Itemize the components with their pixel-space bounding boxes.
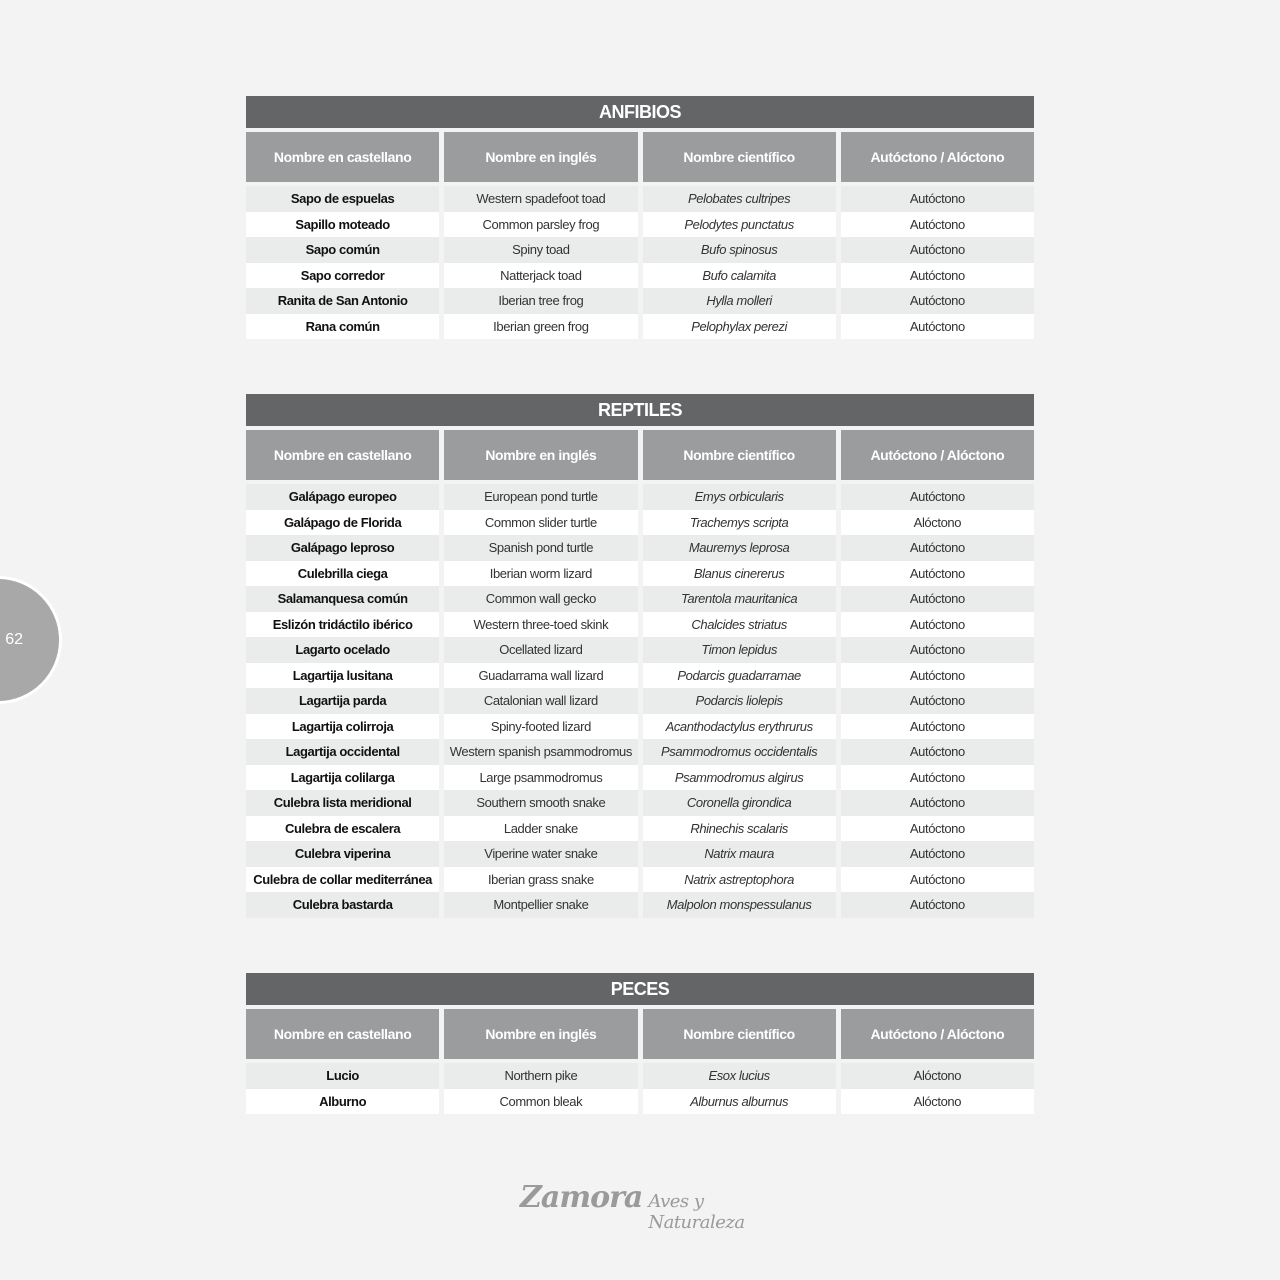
cell-english-name: Spanish pond turtle <box>444 535 637 561</box>
cell-scientific-name: Malpolon monspessulanus <box>643 892 836 918</box>
cell-native-status: Autóctono <box>841 612 1034 638</box>
table-row <box>246 714 1034 740</box>
column-header-spanish-name: Nombre en castellano <box>246 426 439 484</box>
table-row <box>246 288 1034 314</box>
cell-native-status: Autóctono <box>841 714 1034 740</box>
section-reptiles <box>246 394 1034 918</box>
column-header-spanish-name: Nombre en castellano <box>246 1005 439 1063</box>
table-row <box>246 484 1034 510</box>
cell-english-name: Common slider turtle <box>444 510 637 536</box>
section-anfibios <box>246 96 1034 339</box>
cell-spanish-name: Lagartija parda <box>246 688 439 714</box>
cell-spanish-name: Eslizón tridáctilo ibérico <box>246 612 439 638</box>
cell-scientific-name: Alburnus alburnus <box>643 1089 836 1115</box>
cell-spanish-name: Sapo corredor <box>246 263 439 289</box>
cell-spanish-name: Ranita de San Antonio <box>246 288 439 314</box>
logo-sub-text: Aves y Naturaleza <box>648 1191 745 1233</box>
cell-native-status: Autóctono <box>841 484 1034 510</box>
cell-english-name: Montpellier snake <box>444 892 637 918</box>
logo-main-text: Zamora <box>520 1180 643 1215</box>
cell-english-name: Catalonian wall lizard <box>444 688 637 714</box>
species-table <box>241 1005 1039 1114</box>
cell-native-status: Alóctono <box>841 1089 1034 1115</box>
table-row <box>246 739 1034 765</box>
cell-native-status: Autóctono <box>841 688 1034 714</box>
cell-spanish-name: Alburno <box>246 1089 439 1115</box>
cell-english-name: Common parsley frog <box>444 212 637 238</box>
header-row <box>246 128 1034 186</box>
cell-spanish-name: Lagartija colirroja <box>246 714 439 740</box>
table-row <box>246 1063 1034 1089</box>
cell-english-name: Southern smooth snake <box>444 790 637 816</box>
table-row <box>246 237 1034 263</box>
cell-spanish-name: Culebra bastarda <box>246 892 439 918</box>
table-row <box>246 790 1034 816</box>
cell-native-status: Autóctono <box>841 867 1034 893</box>
cell-native-status: Autóctono <box>841 535 1034 561</box>
cell-scientific-name: Psammodromus occidentalis <box>643 739 836 765</box>
table-row <box>246 561 1034 587</box>
cell-spanish-name: Culebra lista meridional <box>246 790 439 816</box>
cell-english-name: Large psammodromus <box>444 765 637 791</box>
cell-native-status: Alóctono <box>841 1063 1034 1089</box>
cell-scientific-name: Hylla molleri <box>643 288 836 314</box>
cell-english-name: Ladder snake <box>444 816 637 842</box>
section-title: PECES <box>246 973 1034 1005</box>
column-header-scientific-name: Nombre científico <box>643 426 836 484</box>
cell-scientific-name: Bufo spinosus <box>643 237 836 263</box>
cell-scientific-name: Bufo calamita <box>643 263 836 289</box>
cell-english-name: Viperine water snake <box>444 841 637 867</box>
cell-spanish-name: Sapo común <box>246 237 439 263</box>
cell-spanish-name: Lagartija lusitana <box>246 663 439 689</box>
column-header-english-name: Nombre en inglés <box>444 128 637 186</box>
table-row <box>246 688 1034 714</box>
table-row <box>246 586 1034 612</box>
table-row <box>246 612 1034 638</box>
cell-scientific-name: Podarcis guadarramae <box>643 663 836 689</box>
cell-english-name: Common bleak <box>444 1089 637 1115</box>
column-header-scientific-name: Nombre científico <box>643 128 836 186</box>
cell-native-status: Autóctono <box>841 790 1034 816</box>
cell-scientific-name: Psammodromus algirus <box>643 765 836 791</box>
cell-spanish-name: Galápago leproso <box>246 535 439 561</box>
cell-native-status: Autóctono <box>841 663 1034 689</box>
cell-english-name: Spiny toad <box>444 237 637 263</box>
cell-scientific-name: Mauremys leprosa <box>643 535 836 561</box>
table-row <box>246 816 1034 842</box>
cell-native-status: Autóctono <box>841 586 1034 612</box>
page-number: 62 <box>5 631 23 648</box>
footer-logo <box>520 1180 760 1233</box>
cell-scientific-name: Timon lepidus <box>643 637 836 663</box>
table-row <box>246 263 1034 289</box>
cell-scientific-name: Podarcis liolepis <box>643 688 836 714</box>
species-table <box>241 128 1039 339</box>
section-peces <box>246 973 1034 1114</box>
cell-scientific-name: Pelobates cultripes <box>643 186 836 212</box>
cell-native-status: Autóctono <box>841 561 1034 587</box>
cell-scientific-name: Tarentola mauritanica <box>643 586 836 612</box>
cell-spanish-name: Culebra de collar mediterránea <box>246 867 439 893</box>
table-row <box>246 663 1034 689</box>
table-row <box>246 535 1034 561</box>
cell-spanish-name: Culebra de escalera <box>246 816 439 842</box>
cell-spanish-name: Lucio <box>246 1063 439 1089</box>
table-row <box>246 510 1034 536</box>
cell-scientific-name: Pelophylax perezi <box>643 314 836 340</box>
cell-english-name: Iberian worm lizard <box>444 561 637 587</box>
table-row <box>246 212 1034 238</box>
cell-scientific-name: Emys orbicularis <box>643 484 836 510</box>
cell-scientific-name: Natrix astreptophora <box>643 867 836 893</box>
cell-spanish-name: Culebrilla ciega <box>246 561 439 587</box>
column-header-native-status: Autóctono / Alóctono <box>841 128 1034 186</box>
cell-english-name: Western spanish psammodromus <box>444 739 637 765</box>
cell-native-status: Autóctono <box>841 892 1034 918</box>
table-row <box>246 637 1034 663</box>
cell-scientific-name: Blanus cinererus <box>643 561 836 587</box>
cell-scientific-name: Pelodytes punctatus <box>643 212 836 238</box>
column-header-scientific-name: Nombre científico <box>643 1005 836 1063</box>
cell-native-status: Autóctono <box>841 841 1034 867</box>
cell-native-status: Autóctono <box>841 263 1034 289</box>
cell-spanish-name: Sapo de espuelas <box>246 186 439 212</box>
cell-spanish-name: Lagarto ocelado <box>246 637 439 663</box>
table-row <box>246 1089 1034 1115</box>
section-title: REPTILES <box>246 394 1034 426</box>
cell-native-status: Autóctono <box>841 739 1034 765</box>
cell-scientific-name: Chalcides striatus <box>643 612 836 638</box>
species-table <box>241 426 1039 918</box>
table-row <box>246 186 1034 212</box>
cell-native-status: Autóctono <box>841 816 1034 842</box>
table-row <box>246 765 1034 791</box>
cell-native-status: Autóctono <box>841 637 1034 663</box>
cell-spanish-name: Lagartija occidental <box>246 739 439 765</box>
cell-native-status: Autóctono <box>841 237 1034 263</box>
cell-spanish-name: Rana común <box>246 314 439 340</box>
cell-english-name: Spiny-footed lizard <box>444 714 637 740</box>
cell-native-status: Autóctono <box>841 765 1034 791</box>
cell-english-name: Western spadefoot toad <box>444 186 637 212</box>
cell-native-status: Autóctono <box>841 314 1034 340</box>
column-header-english-name: Nombre en inglés <box>444 426 637 484</box>
cell-spanish-name: Culebra viperina <box>246 841 439 867</box>
cell-english-name: Natterjack toad <box>444 263 637 289</box>
cell-scientific-name: Esox lucius <box>643 1063 836 1089</box>
header-row <box>246 426 1034 484</box>
cell-scientific-name: Trachemys scripta <box>643 510 836 536</box>
table-row <box>246 314 1034 340</box>
cell-scientific-name: Acanthodactylus erythrurus <box>643 714 836 740</box>
section-title: ANFIBIOS <box>246 96 1034 128</box>
cell-english-name: Iberian tree frog <box>444 288 637 314</box>
cell-english-name: Iberian grass snake <box>444 867 637 893</box>
cell-spanish-name: Galápago europeo <box>246 484 439 510</box>
cell-spanish-name: Galápago de Florida <box>246 510 439 536</box>
cell-english-name: Guadarrama wall lizard <box>444 663 637 689</box>
cell-spanish-name: Lagartija colilarga <box>246 765 439 791</box>
cell-english-name: European pond turtle <box>444 484 637 510</box>
cell-scientific-name: Coronella girondica <box>643 790 836 816</box>
column-header-native-status: Autóctono / Alóctono <box>841 1005 1034 1063</box>
cell-english-name: Northern pike <box>444 1063 637 1089</box>
cell-native-status: Autóctono <box>841 288 1034 314</box>
page-number-badge <box>0 576 62 704</box>
cell-english-name: Common wall gecko <box>444 586 637 612</box>
table-row <box>246 867 1034 893</box>
column-header-english-name: Nombre en inglés <box>444 1005 637 1063</box>
cell-native-status: Autóctono <box>841 212 1034 238</box>
cell-scientific-name: Rhinechis scalaris <box>643 816 836 842</box>
cell-scientific-name: Natrix maura <box>643 841 836 867</box>
table-row <box>246 892 1034 918</box>
cell-native-status: Alóctono <box>841 510 1034 536</box>
cell-english-name: Ocellated lizard <box>444 637 637 663</box>
cell-english-name: Western three-toed skink <box>444 612 637 638</box>
column-header-native-status: Autóctono / Alóctono <box>841 426 1034 484</box>
cell-spanish-name: Salamanquesa común <box>246 586 439 612</box>
cell-spanish-name: Sapillo moteado <box>246 212 439 238</box>
header-row <box>246 1005 1034 1063</box>
cell-native-status: Autóctono <box>841 186 1034 212</box>
column-header-spanish-name: Nombre en castellano <box>246 128 439 186</box>
table-row <box>246 841 1034 867</box>
cell-english-name: Iberian green frog <box>444 314 637 340</box>
